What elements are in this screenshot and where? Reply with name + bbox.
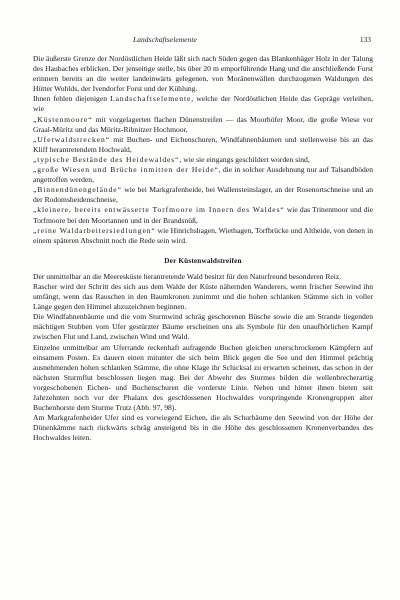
section-paragraph: Der unmittelbar an die Meeresküste herantretende Wald besitzt für den Naturfreund besonderen Reiz.: [33, 271, 342, 281]
element-term: „typische Bestände des Heidewaldes“: [33, 154, 180, 164]
intro-paragraph: Die äußerste Grenze der Nordöstlichen Heide läßt sich nach Süden gegen das Blankenhäger Holz in der Talung des Haubaches erblicken. Der jenseitige steile, bis über 20 m emporführende Hang und die anschließende Forst erinnern bereits an die weiter landeinwärts gelegenen, von Moränenwällen durchzogenen Waldungen des Hütter Wohlds, der Ivendorfer Forst und der Kühlung.: [33, 54, 373, 94]
text-run: Ihnen fehlen diejenigen: [33, 94, 111, 104]
element-term: „Uferwaldstrecken“: [33, 134, 110, 144]
text-run: , welche der Nordöstlichen Heide das Gepräge verleihen, wie: [33, 94, 373, 114]
page-number: 133: [359, 35, 371, 44]
section-paragraph: Einzelne unmittelbar am Uferrande reckenhaft aufragende Buchen gleichen unerschrockenen Kämpfern auf einsamem Posten. Es dauern einen mitunter die sich beim Blick gegen die See und den Himmel prächtig ausnehmenden hohen schlanken Stämme, die ohne Klage ihr Schicksal zu erwarten scheinen, das schon in der nächsten Sturmflut beschlossen liegen mag. Bei der Abwehr des Sturmes bilden die wellenbrecherartig vorgeschobenen Eichen- und Buchenschuren die vorderste Linie. Neben und hinter ihnen bieten seit Jahrzehnten noch vor der Phalanx des geschlossenen Hochwaldes vorspringende Kronengruppen alter Buchenhorste dem Sturme Trutz (Abb. 97, 98).: [33, 342, 373, 413]
element-text: wie das Trinenmoor und die Torfmoore bei den Moortannen und in der Brandsnüß,: [33, 205, 373, 225]
element-item: [33, 115, 373, 135]
element-item: [33, 226, 373, 246]
element-item: [33, 165, 373, 185]
element-text: mit vorgelagerten flachen Dünenstreifen — das Moorhöfer Moor, die große Wiese vor Graal-Müritz und das Müritz-Ribnitzer Hochmoor,: [33, 114, 373, 134]
spaced-term: Landschaftselemente: [110, 94, 192, 104]
running-title: Landschaftselemente: [133, 35, 197, 44]
element-text: wie bei Markgrafenheide, bei Wallensteinslager, an der Rosenortschneise und an der Rodomsheidenschneise,: [33, 185, 373, 205]
section-heading: Der Küstenwaldstreifen: [164, 256, 242, 265]
element-text: wie Hinrichshagen, Wiethagen, Torfbrücke und Altheide, von denen in einem späteren Abschnitt noch die Rede sein wird.: [33, 225, 373, 245]
element-item: [33, 135, 373, 155]
element-term: „kleinere, bereits entwässerte Torfmoore im Innern des Waldes“: [33, 205, 285, 215]
body-text: [33, 54, 373, 443]
element-item: [33, 155, 373, 165]
element-text: mit Buchen- und Eichenschuren, Windfahnenbäumen und stellenweise bis an das Kliff herantretendem Hochwald,: [33, 134, 373, 154]
element-text: , wie sie eingangs geschildert worden sind,: [179, 154, 310, 164]
landscape-elements-paragraph: [33, 94, 373, 114]
element-term: „Küstenmoore“: [33, 114, 93, 124]
section-paragraph: Rascher wird der Schritt des sich aus dem Walde der Küste nähernden Wanderers, wenn frischer Seewind ihn umfängt, wenn das Rauschen in den Baumkronen zunimmt und die hohen schlanken Stämme sich in voller Länge gegen den Himmel abzuzeichnen beginnen.: [33, 281, 373, 312]
element-term: „reine Waldarbeitersiedlungen“: [33, 225, 156, 235]
element-item: [33, 205, 373, 225]
element-item: [33, 185, 373, 205]
element-term: „große Wiesen und Brüche inmitten der Heide“: [33, 165, 219, 175]
section-paragraph: Die Windfahnenbäume und die vom Sturmwind schräg geschorenen Büsche sowie die am Strande liegenden mächtigen Stubben vom Ufer gestürzter Bäume erscheinen uns als Symbole für den unaufhörlichen Kampf zwischen Flut und Land, zwischen Wind und Wald.: [33, 312, 373, 342]
section-paragraph: Am Markgrafenheider Ufer sind es vorwiegend Eichen, die als Schurbäume den Seewind von der Höhe der Dünenkämme nach rückwärts schräg ansteigend bis in die Höhe des geschlossenen Kronenverbandes des Hochwaldes leiten.: [33, 413, 373, 443]
element-text: , die in solcher Ausdehnung nur auf Talsandböden angetroffen werden,: [33, 165, 373, 185]
element-term: „Binnendünengelände“: [33, 185, 122, 195]
